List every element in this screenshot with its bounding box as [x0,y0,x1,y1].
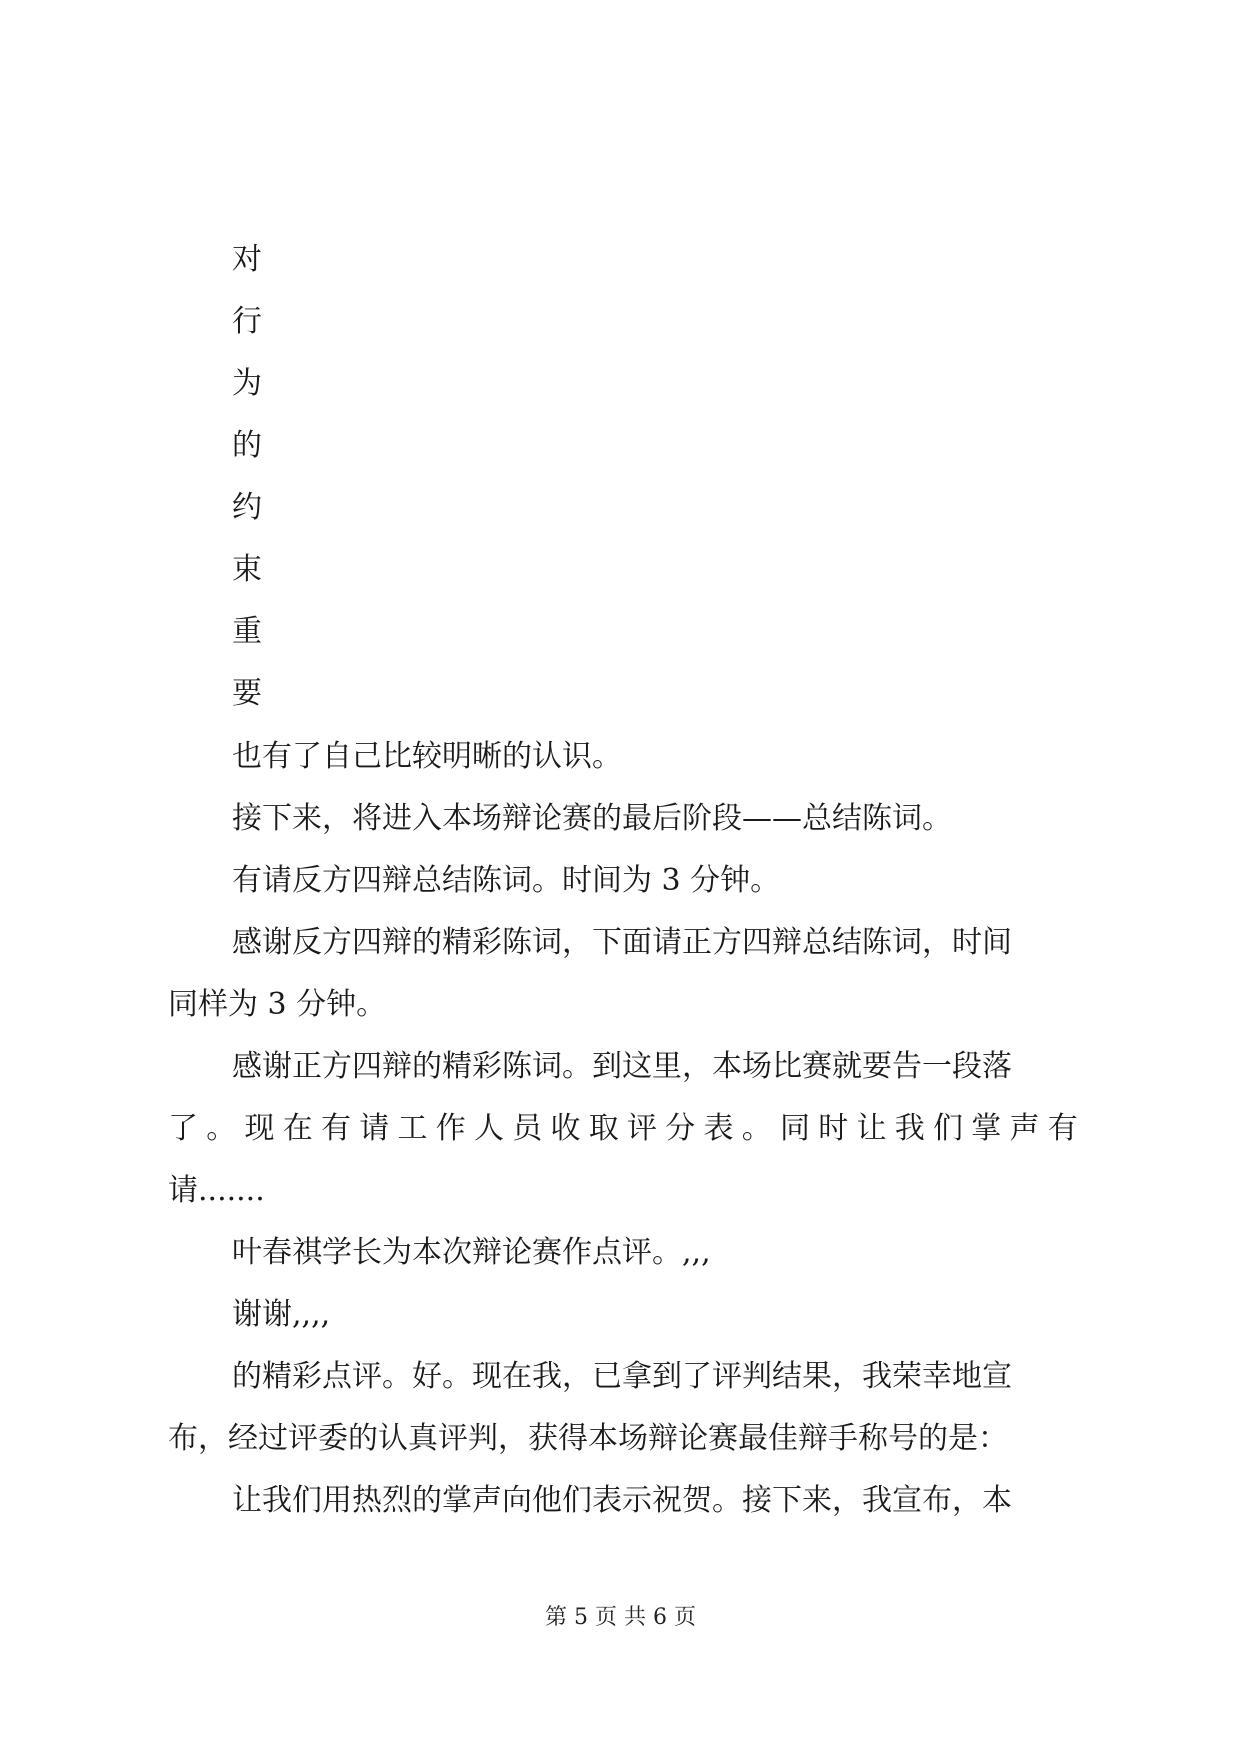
paragraph-7: 谢谢,,,, [232,1297,331,1332]
justified-char: 。 [741,1111,772,1146]
justified-char: 时 [818,1111,849,1146]
justified-char: 员 [512,1111,543,1146]
justified-char: 人 [474,1111,504,1146]
justified-char: 声 [1009,1111,1040,1146]
paragraph-5-line-2 [168,1112,1078,1146]
paragraph-4-line-1: 感谢反方四辩的精彩陈词，下面请正方四辩总结陈词，时间 [232,925,1012,960]
paragraph-8-line-2: 布，经过评委的认真评判，获得本场辩论赛最佳辩手称号的是： [168,1421,1008,1456]
justified-char: 有 [1047,1111,1078,1146]
justified-char: 在 [282,1111,313,1146]
vertical-char-2: 行 [232,304,262,339]
paragraph-2: 接下来，将进入本场辩论赛的最后阶段——总结陈词。 [232,801,952,836]
vertical-char-1: 对 [232,242,262,277]
paragraph-9: 让我们用热烈的掌声向他们表示祝贺。接下来，我宣布，本 [232,1483,1012,1518]
vertical-char-4: 的 [232,428,262,463]
justified-char: 让 [856,1111,887,1146]
justified-char: 掌 [971,1111,1002,1146]
vertical-char-6: 束 [232,552,262,587]
paragraph-3: 有请反方四辩总结陈词。时间为 3 分钟。 [232,863,781,898]
paragraph-5-line-1: 感谢正方四辩的精彩陈词。到这里，本场比赛就要告一段落 [232,1049,1012,1084]
justified-char: 了 [168,1111,198,1146]
justified-char: 作 [435,1111,466,1146]
paragraph-6: 叶春祺学长为本次辩论赛作点评。,,, [232,1235,711,1270]
justified-char: 工 [397,1111,428,1146]
vertical-char-5: 约 [232,490,262,525]
justified-char: 同 [780,1111,810,1146]
paragraph-1: 也有了自己比较明晰的认识。 [232,739,622,774]
vertical-char-8: 要 [232,676,262,711]
paragraph-5-line-3: 请....... [168,1173,265,1208]
justified-char: 请 [359,1111,390,1146]
justified-char: 现 [244,1111,275,1146]
justified-char: 。 [206,1111,237,1146]
justified-char: 评 [627,1111,657,1146]
justified-char: 表 [703,1111,734,1146]
vertical-char-3: 为 [232,366,262,401]
justified-char: 取 [588,1111,619,1146]
justified-char: 收 [550,1111,581,1146]
vertical-char-7: 重 [232,614,262,649]
justified-char: 有 [321,1111,351,1146]
justified-char: 我 [894,1111,925,1146]
paragraph-8-line-1: 的精彩点评。好。现在我，已拿到了评判结果，我荣幸地宣 [232,1359,1012,1394]
justified-char: 们 [933,1111,963,1146]
justified-char: 分 [665,1111,696,1146]
paragraph-4-line-2: 同样为 3 分钟。 [168,987,387,1022]
page-footer: 第 5 页 共 6 页 [545,1605,696,1630]
